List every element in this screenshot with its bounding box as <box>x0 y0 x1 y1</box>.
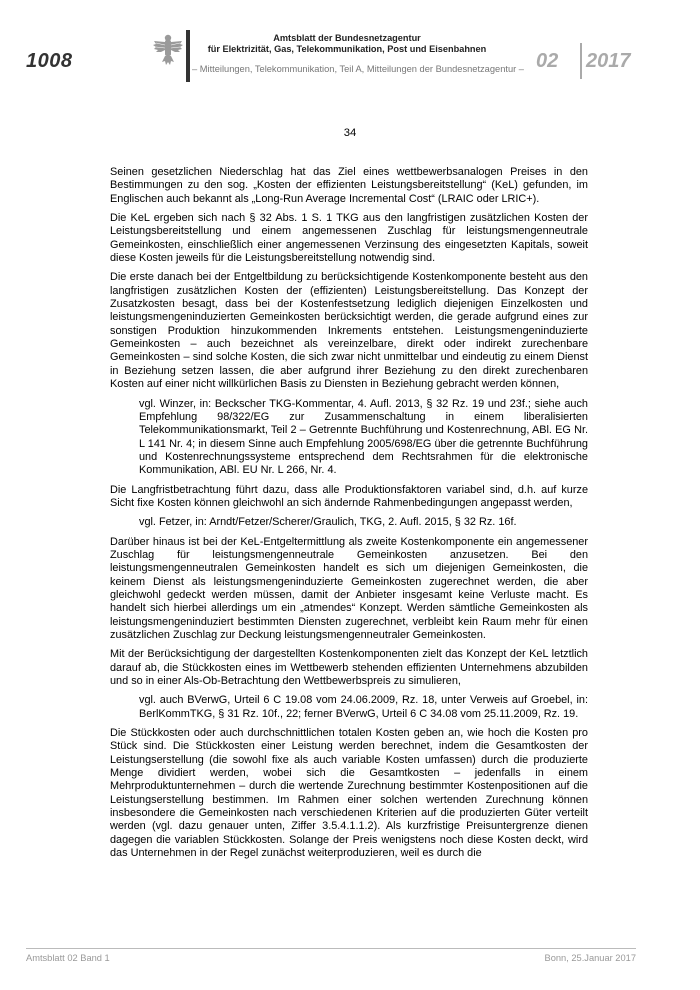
gazette-subtitle: – Mitteilungen, Telekommunikation, Teil A, Mitteilungen der Bundesnetzagentur – <box>192 64 524 74</box>
footer-rule <box>26 948 636 949</box>
issue-year: 2017 <box>586 50 631 72</box>
issue-number: 02 <box>536 50 559 72</box>
citation-paragraph: vgl. auch BVerwG, Urteil 6 C 19.08 vom 24.06.2009, Rz. 18, unter Verweis auf Groebel, in: BerlKommTKG, § 31 Rz. 10f., 22; ferner BVerwG, Urteil 6 C 34.08 vom 25.11.2009, Rz. 19. <box>139 694 588 720</box>
issue-separator <box>580 43 582 79</box>
federal-eagle-icon <box>152 32 184 68</box>
paragraph: Die Stückkosten oder auch durchschnittlichen totalen Kosten geben an, wie hoch die Kosten pro Stück sind. Die Stückkosten einer Leistung werden berechnet, indem die Gesamtkosten der Leistungserstellung (die sowohl fixe als auch variable Kosten umfassen) durch die produzierte Menge dividiert werden, wobei sich die Gesamtkosten – jedenfalls in einem Mehrproduktunternehmen – durch die wertende Zurechnung bestimmter Kostenpositionen auf die Leistungserstellung bestimmen. Im Rahmen einer solchen wertenden Zurechnung können insbesondere die Gemeinkosten nach verschiedenen Kriterien auf die produzierten Güter verteilt werden (vgl. dazu genauer unten, Ziffer 3.5.4.1.1.2). Als kurzfristige Preisuntergrenze dienen dagegen die variablen Stückkosten. Solange der Preis wenigstens noch diese Kosten deckt, wird das Unternehmen in der Regel zunächst weiterproduzieren, weil es durch die <box>110 727 588 860</box>
paragraph: Die Langfristbetrachtung führt dazu, dass alle Produktionsfaktoren variabel sind, d.h. auf kurze Sicht fixe Kosten können gleichwohl an sich ändernde Rahmenbedingungen angepasst werden, <box>110 483 588 509</box>
citation-paragraph: vgl. Winzer, in: Beckscher TKG-Kommentar, 4. Aufl. 2013, § 32 Rz. 19 und 23f.; siehe auch Empfehlung 98/322/EG zur Zusammenschaltung in einem liberalisierten Telekommunikationsmarkt, Teil 2 – Getrennte Buchführung und Kostenrechnung, ABl. EG Nr. L 141 Nr. 4; in diesem Sinne auch Empfehlung 2005/698/EG über die getrennte Buchführung und Kostenrechnungssysteme entsprechend dem Rechtsrahmen für die elektronische Kommunikation, ABl. EU Nr. L 266, Nr. 4. <box>139 397 588 477</box>
paragraph: Die KeL ergeben sich nach § 32 Abs. 1 S. 1 TKG aus den langfristigen zusätzlichen Kosten der Leistungsbereitstellung und einem angemessenen Zuschlag für leistungsmengenneutrale Gemeinkosten, einschließlich einer angemessenen Verzinsung des eingesetzten Kapitals, soweit diese Kosten jeweils für die Leistungsbereitstellung notwendig sind. <box>110 212 588 265</box>
gazette-title <box>192 33 502 55</box>
paragraph: Seinen gesetzlichen Niederschlag hat das Ziel eines wettbewerbsanalogen Preises in den Bestimmungen zu den sog. „Kosten der effizienten Leistungsbereitstellung“ (KeL) gefunden, im Englischen auch bekannt als „Long-Run Average Incremental Cost“ (LRAIC oder LRIC+). <box>110 166 588 205</box>
header-divider-bar <box>186 30 190 82</box>
footer-publication: Amtsblatt 02 Band 1 <box>26 953 110 963</box>
header-page-number: 1008 <box>26 50 73 72</box>
document-page-marker: 34 <box>343 127 357 139</box>
footer-date: Bonn, 25.Januar 2017 <box>544 953 636 963</box>
citation-paragraph: vgl. Fetzer, in: Arndt/Fetzer/Scherer/Graulich, TKG, 2. Aufl. 2015, § 32 Rz. 16f. <box>139 516 517 529</box>
gazette-title-line-2: für Elektrizität, Gas, Telekommunikation, Post und Eisenbahnen <box>207 44 487 54</box>
paragraph: Darüber hinaus ist bei der KeL-Entgeltermittlung als zweite Kostenkomponente ein angemessener Zuschlag für leistungsmengenneutrale Gemeinkosten anzusetzen. Bei den leistungsmengenneutralen Gemeinkosten handelt es sich um diejenigen Gemeinkosten, die keinem Dienst als leistungsmengeninduzierte Gemeinkosten zugerechnet werden, die aber gleichwohl gedeckt werden müssen, damit der Anbieter insgesamt keine Verluste macht. Es handelt sich hierbei allerdings um ein „atmendes“ Konzept. Werden sämtliche Gemeinkosten als leistungsmengeninduziert bestimmten Diensten zugerechnet, verbleibt kein Raum mehr für einen zusätzlichen Zuschlag zur Deckung leistungsmengenneutraler Gemeinkosten. <box>110 535 588 641</box>
gazette-title-line-1: Amtsblatt der Bundesnetzagentur <box>273 33 421 43</box>
document-body <box>110 166 588 867</box>
paragraph: Die erste danach bei der Entgeltbildung zu berücksichtigende Kostenkomponente besteht aus den langfristigen zusätzlichen Kosten der (effizienten) Leistungsbereitstellung. Das Konzept der Zusatzkosten besagt, dass bei der Kostenfestsetzung lediglich diejenigen Einzelkosten und leistungsmengeninduzierten Gemeinkosten berücksichtigt werden, die gerade aufgrund eines zur sonstigen Produktion hinzukommenden Inkrements entstehen. Leistungsmengeninduzierte Gemeinkosten – auch bezeichnet als vereinzelbare, direkt oder indirekt zurechenbare Gemeinkosten – sind solche Kosten, die sich zwar nicht unmittelbar und eindeutig zu einem Dienst in Beziehung setzen lassen, die aber aufgrund ihrer Beziehung zu den direkt zurechenbaren Kosten auf einer nicht willkürlichen Basis zu Diensten in Beziehung gebracht werden können, <box>110 271 588 391</box>
paragraph: Mit der Berücksichtigung der dargestellten Kostenkomponenten zielt das Konzept der KeL letztlich darauf ab, die Stückkosten eines im Wettbewerb stehenden effizienten Unternehmens abzubilden und so in einer Als-Ob-Betrachtung den Wettbewerbspreis zu simulieren, <box>110 648 588 688</box>
